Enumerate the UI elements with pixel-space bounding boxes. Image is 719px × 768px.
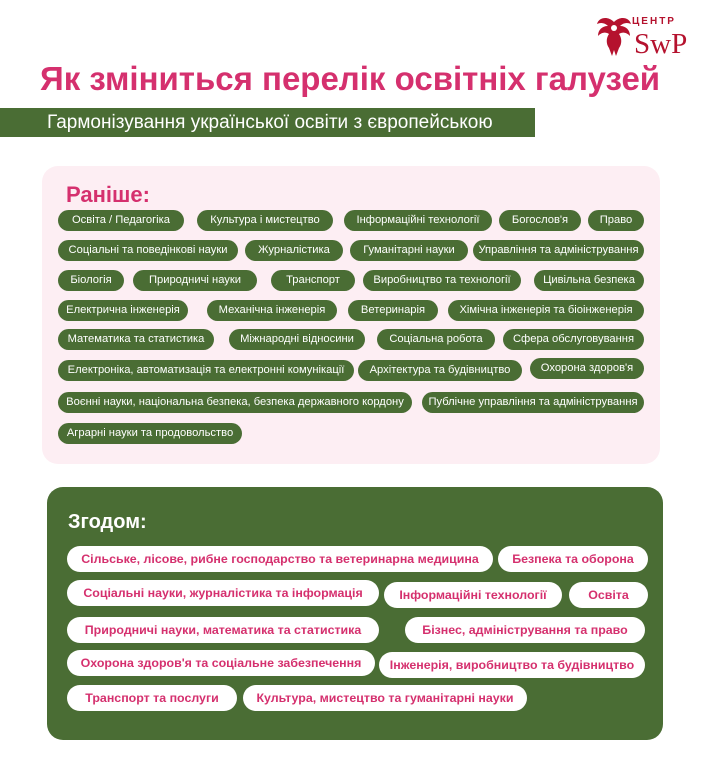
before-tag: Виробництво та технології	[363, 270, 521, 291]
after-tag: Інженерія, виробництво та будівництво	[379, 652, 645, 678]
after-tag: Бізнес, адміністрування та право	[405, 617, 645, 643]
before-tag: Журналістика	[245, 240, 343, 261]
before-tag: Охорона здоров'я	[530, 358, 644, 379]
after-heading: Згодом:	[68, 511, 147, 533]
subtitle-banner	[0, 108, 535, 137]
before-tag: Електрична інженерія	[58, 300, 188, 321]
before-tag: Освіта / Педагогіка	[58, 210, 184, 231]
after-tag: Інформаційні технології	[384, 582, 562, 608]
bird-emblem-icon	[596, 14, 632, 58]
before-tag: Управління та адміністрування	[473, 240, 644, 261]
before-tag: Соціальна робота	[377, 329, 495, 350]
before-tag: Ветеринарія	[348, 300, 438, 321]
before-panel	[42, 166, 660, 464]
after-tag: Транспорт та послуги	[67, 685, 237, 711]
logo	[596, 12, 716, 62]
after-tag: Сільське, лісове, рибне господарство та ветеринарна медицина	[67, 546, 493, 572]
logo-top-text: ЦЕНТР	[632, 16, 676, 27]
before-tag: Інформаційні технології	[344, 210, 492, 231]
before-tag: Біологія	[58, 270, 124, 291]
after-tag: Природничі науки, математика та статистика	[67, 617, 379, 643]
before-tag: Математика та статистика	[58, 329, 214, 350]
after-panel	[47, 487, 663, 740]
before-tag: Цивільна безпека	[534, 270, 644, 291]
before-heading: Раніше:	[66, 182, 150, 207]
subtitle-text: Гармонізування української освіти з європейською	[47, 112, 493, 133]
before-tag: Механічна інженерія	[207, 300, 337, 321]
before-tag: Хімічна інженерія та біоінженерія	[448, 300, 644, 321]
before-tag: Електроніка, автоматизація та електронні комунікації	[58, 360, 354, 381]
after-tag: Охорона здоров'я та соціальне забезпечення	[67, 650, 375, 676]
logo-main-text: SwP	[634, 28, 688, 60]
before-tag: Архітектура та будівництво	[358, 360, 522, 381]
before-tag: Міжнародні відносини	[229, 329, 365, 350]
before-tag: Публічне управління та адміністрування	[422, 392, 644, 413]
before-tag: Гуманітарні науки	[350, 240, 468, 261]
before-tag: Воєнні науки, національна безпека, безпека державного кордону	[58, 392, 412, 413]
before-tag: Право	[588, 210, 644, 231]
page-title: Як зміниться перелік освітніх галузей	[40, 60, 661, 97]
before-tag: Транспорт	[271, 270, 355, 291]
after-tag: Освіта	[569, 582, 648, 608]
after-tag: Безпека та оборона	[498, 546, 648, 572]
before-tag: Богослов'я	[499, 210, 581, 231]
before-tag: Природничі науки	[133, 270, 257, 291]
after-tag: Соціальні науки, журналістика та інформація	[67, 580, 379, 606]
before-tag: Сфера обслуговування	[503, 329, 644, 350]
before-tag: Аграрні науки та продовольство	[58, 423, 242, 444]
before-tag: Соціальні та поведінкові науки	[58, 240, 238, 261]
before-tag: Культура і мистецтво	[197, 210, 333, 231]
after-tag: Культура, мистецтво та гуманітарні науки	[243, 685, 527, 711]
